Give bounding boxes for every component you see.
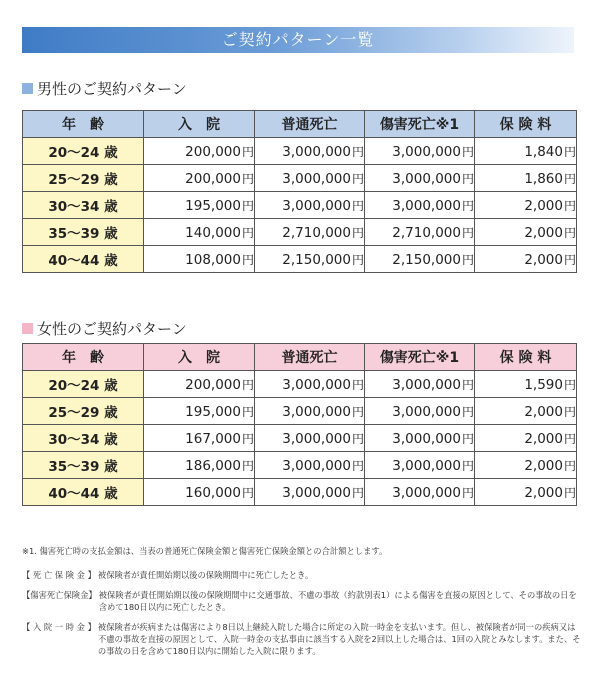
yen-unit: 円 [241,225,254,240]
amount-value: 200,000 [185,143,241,160]
amount-value: 167,000 [185,430,241,447]
yen-unit: 円 [563,458,576,473]
yen-unit: 円 [351,225,364,240]
amount-cell [144,219,255,246]
age-cell: 25〜29 歳 [23,398,144,425]
header-hospital: 入 院 [144,111,255,138]
yen-unit: 円 [351,377,364,392]
amount-value: 195,000 [185,197,241,214]
amount-cell [365,219,475,246]
male-plan-table [22,110,577,273]
yen-unit: 円 [241,252,254,267]
yen-unit: 円 [241,431,254,446]
header-premium: 保 険 料 [475,344,577,371]
yen-unit: 円 [351,404,364,419]
male-section-title [22,78,187,99]
amount-value: 2,150,000 [392,251,461,268]
amount-value: 195,000 [185,403,241,420]
age-cell: 35〜39 歳 [23,219,144,246]
yen-unit: 円 [563,144,576,159]
yen-unit: 円 [241,198,254,213]
definition-death [22,569,582,581]
amount-value: 1,590 [524,376,563,393]
amount-cell [255,219,365,246]
amount-value: 108,000 [185,251,241,268]
amount-cell [144,246,255,273]
amount-cell [255,398,365,425]
yen-unit: 円 [351,171,364,186]
amount-value: 3,000,000 [282,376,351,393]
amount-cell [144,425,255,452]
amount-value: 3,000,000 [392,170,461,187]
amount-cell [144,452,255,479]
amount-cell [365,425,475,452]
header-normal-death: 普通死亡 [255,344,365,371]
amount-value: 2,000 [524,403,563,420]
amount-cell [475,398,577,425]
yen-unit: 円 [563,404,576,419]
amount-cell [475,246,577,273]
yen-unit: 円 [461,431,474,446]
yen-unit: 円 [563,198,576,213]
amount-cell [475,479,577,506]
header-accident-death: 傷害死亡※1 [365,111,475,138]
yen-unit: 円 [351,252,364,267]
amount-value: 3,000,000 [282,143,351,160]
table-row [23,165,577,192]
yen-unit: 円 [461,171,474,186]
female-plan-table [22,343,577,506]
yen-unit: 円 [563,171,576,186]
yen-unit: 円 [563,252,576,267]
amount-cell [144,371,255,398]
amount-cell [365,479,475,506]
definition-death-body: 被保険者が責任開始期以後の保険期間中に死亡したとき。 [97,570,314,580]
yen-unit: 円 [241,171,254,186]
amount-value: 3,000,000 [392,457,461,474]
amount-cell [365,192,475,219]
yen-unit: 円 [461,252,474,267]
amount-value: 3,000,000 [392,376,461,393]
amount-value: 3,000,000 [282,197,351,214]
yen-unit: 円 [461,144,474,159]
amount-value: 3,000,000 [392,484,461,501]
yen-unit: 円 [241,485,254,500]
amount-value: 3,000,000 [282,484,351,501]
yen-unit: 円 [563,485,576,500]
yen-unit: 円 [563,431,576,446]
amount-value: 3,000,000 [392,430,461,447]
yen-unit: 円 [241,458,254,473]
amount-cell [475,452,577,479]
yen-unit: 円 [461,485,474,500]
female-title-text: 女性のご契約パターン [37,320,187,338]
footnotes [22,545,582,657]
amount-cell [475,192,577,219]
amount-cell [475,371,577,398]
table-row [23,246,577,273]
age-cell: 20〜24 歳 [23,371,144,398]
yen-unit: 円 [351,144,364,159]
table-header-row [23,344,577,371]
age-cell: 40〜44 歳 [23,246,144,273]
amount-value: 2,710,000 [392,224,461,241]
definition-hospital-head: 【 入 院 一 時 金 】 [22,622,96,632]
amount-value: 2,000 [524,484,563,501]
amount-value: 2,000 [524,197,563,214]
yen-unit: 円 [461,377,474,392]
yen-unit: 円 [241,377,254,392]
amount-cell [255,425,365,452]
amount-cell [475,219,577,246]
amount-value: 140,000 [185,224,241,241]
amount-value: 3,000,000 [282,170,351,187]
age-cell: 25〜29 歳 [23,165,144,192]
amount-cell [475,425,577,452]
amount-value: 2,000 [524,224,563,241]
yen-unit: 円 [351,458,364,473]
yen-unit: 円 [461,198,474,213]
amount-cell [255,165,365,192]
table-row [23,452,577,479]
amount-value: 160,000 [185,484,241,501]
amount-value: 2,150,000 [282,251,351,268]
amount-value: 186,000 [185,457,241,474]
age-cell: 30〜34 歳 [23,425,144,452]
definition-accident-death [22,589,582,613]
table-row [23,425,577,452]
amount-cell [365,452,475,479]
amount-value: 3,000,000 [282,403,351,420]
header-accident-death: 傷害死亡※1 [365,344,475,371]
amount-cell [365,246,475,273]
yen-unit: 円 [241,144,254,159]
note-1: ※1. 傷害死亡時の支払金額は、当表の普通死亡保険金額と傷害死亡保険金額との合計額とします。 [22,546,388,556]
table-row [23,398,577,425]
amount-cell [144,479,255,506]
amount-value: 2,000 [524,457,563,474]
amount-value: 3,000,000 [392,197,461,214]
table-row [23,138,577,165]
amount-value: 3,000,000 [282,457,351,474]
yen-unit: 円 [563,225,576,240]
header-premium: 保 険 料 [475,111,577,138]
amount-value: 200,000 [185,376,241,393]
yen-unit: 円 [461,225,474,240]
amount-cell [365,138,475,165]
age-cell: 35〜39 歳 [23,452,144,479]
table-row [23,219,577,246]
amount-cell [365,165,475,192]
age-cell: 30〜34 歳 [23,192,144,219]
amount-value: 3,000,000 [392,143,461,160]
amount-value: 1,860 [524,170,563,187]
female-section-title [22,318,187,339]
amount-cell [365,371,475,398]
male-title-text: 男性のご契約パターン [37,80,187,98]
amount-cell [144,138,255,165]
age-cell: 40〜44 歳 [23,479,144,506]
section-marker-icon [22,83,33,94]
amount-cell [255,138,365,165]
header-hospital: 入 院 [144,344,255,371]
amount-cell [144,192,255,219]
age-cell: 20〜24 歳 [23,138,144,165]
amount-cell [255,371,365,398]
amount-cell [255,246,365,273]
amount-value: 2,000 [524,430,563,447]
amount-cell [255,452,365,479]
amount-cell [255,192,365,219]
amount-cell [365,398,475,425]
yen-unit: 円 [461,404,474,419]
table-header-row [23,111,577,138]
yen-unit: 円 [241,404,254,419]
definition-accident-death-body: 被保険者が責任開始期以後の保険期間中に交通事故、不慮の事故（約款別表1）による傷害を直接の原因として、その事故の日を含めて180日以内に死亡したとき。 [98,590,577,612]
yen-unit: 円 [351,485,364,500]
table-row [23,371,577,398]
yen-unit: 円 [351,431,364,446]
header-age: 年 齢 [23,111,144,138]
table-row [23,479,577,506]
amount-cell [475,138,577,165]
definition-accident-death-head: 【傷害死亡保険金】 [22,590,97,600]
definition-hospital [22,621,582,657]
page-banner: ご契約パターン一覧 [22,27,574,53]
amount-value: 1,840 [524,143,563,160]
section-marker-icon [22,323,33,334]
amount-cell [144,165,255,192]
table-row [23,192,577,219]
amount-value: 2,000 [524,251,563,268]
definition-hospital-body: 被保険者が疾病または傷害により8日以上継続入院した場合に所定の入院一時金を支払います。但し、被保険者が同一の疾病又は不慮の事故を直接の原因として、入院一時金の支払事由に該当する入院を2回以上した場合は、1回の入院とみなします。また、その事故の日を含めて180日以内に開始した入院に限ります。 [97,622,581,656]
header-age: 年 齢 [23,344,144,371]
amount-value: 2,710,000 [282,224,351,241]
amount-cell [144,398,255,425]
yen-unit: 円 [351,198,364,213]
yen-unit: 円 [563,377,576,392]
amount-cell [475,165,577,192]
definition-death-head: 【 死 亡 保 険 金 】 [22,570,96,580]
amount-value: 200,000 [185,170,241,187]
amount-value: 3,000,000 [282,430,351,447]
amount-cell [255,479,365,506]
header-normal-death: 普通死亡 [255,111,365,138]
yen-unit: 円 [461,458,474,473]
amount-value: 3,000,000 [392,403,461,420]
